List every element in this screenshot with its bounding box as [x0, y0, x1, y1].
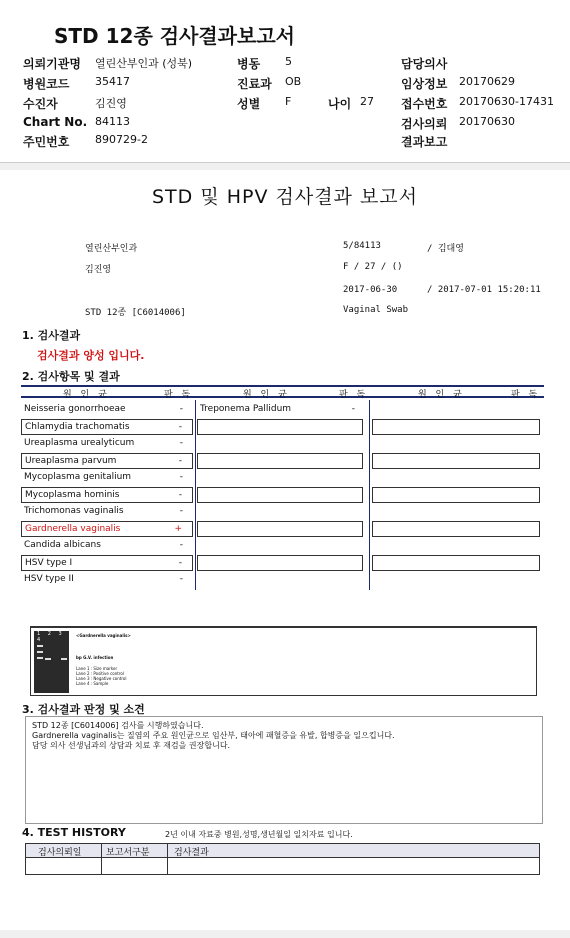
- info-patient: 김진영: [85, 265, 112, 275]
- gel-legend-3: Lane 3 : Negative control: [76, 676, 127, 681]
- pathogen-name: Trichomonas vaginalis: [24, 506, 124, 516]
- value-sex: F: [285, 95, 292, 108]
- pathogen-name: Ureaplasma parvum: [25, 456, 117, 466]
- label-receipt-no: 접수번호: [401, 97, 448, 111]
- value-chart-no: 84113: [95, 115, 130, 128]
- header-judgement-1: 판 독: [164, 390, 194, 400]
- label-resident-no: 주민번호: [23, 135, 70, 149]
- gel-lane-numbers: 1 2 3 4: [37, 631, 65, 643]
- value-department: OB: [285, 75, 302, 88]
- gel-band-label: bp G.V. infection: [76, 655, 114, 660]
- pathogen-result: -: [179, 404, 183, 414]
- label-patient: 수진자: [23, 97, 58, 111]
- empty-result-box: [197, 487, 363, 503]
- history-col-request-date: 검사의뢰일: [38, 848, 82, 858]
- header-row-5: [0, 133, 570, 151]
- empty-result-box: [372, 453, 540, 469]
- pathogen-result: -: [179, 574, 183, 584]
- pathogen-name: Ureaplasma urealyticum: [24, 438, 135, 448]
- pathogen-table-header: [21, 385, 544, 398]
- opinion-text-box: [25, 716, 543, 824]
- history-table-header: [26, 844, 539, 858]
- info-received: 2017-06-30: [343, 285, 398, 295]
- pathogen-result: -: [178, 422, 182, 432]
- pathogen-name: Neisseria gonorrhoeae: [24, 404, 126, 414]
- value-resident-no: 890729-2: [95, 133, 148, 146]
- label-doctor: 담당의사: [401, 57, 448, 71]
- value-patient: 김진영: [95, 97, 127, 110]
- column-divider-1: [195, 400, 196, 590]
- empty-result-box: [372, 555, 540, 571]
- history-divider: [101, 844, 102, 874]
- pathogen-name: Gardnerella vaginalis: [25, 524, 121, 534]
- empty-result-box: [197, 555, 363, 571]
- pathogen-result: -: [179, 438, 183, 448]
- header-title: STD 12종 검사결과보고서: [54, 24, 295, 48]
- gel-band: [45, 658, 51, 660]
- pathogen-result: -: [179, 506, 183, 516]
- pathogen-result: -: [178, 456, 182, 466]
- header-pathogen-2: 원 인 균: [243, 390, 290, 400]
- value-clinical-info: 20170629: [459, 75, 515, 88]
- opinion-line: Gardnerella vaginalis는 질염의 주요 원인균으로 임산부, 태아에 패혈증을 유발, 합병증을 일으킵니다.: [32, 731, 395, 740]
- value-request-date: 20170630: [459, 115, 515, 128]
- info-reported: / 2017-07-01 15:20:11: [427, 285, 541, 295]
- opinion-line: 담당 의사 선생님과의 상담과 치료 후 재검을 권장합니다.: [32, 741, 231, 750]
- opinion-line: STD 12종 [C6014006] 검사를 시행하였습니다.: [32, 721, 204, 730]
- pathogen-row: [21, 487, 193, 503]
- gel-electrophoresis-figure: [30, 626, 537, 696]
- report-header: [0, 0, 570, 163]
- pathogen-result: -: [351, 404, 355, 414]
- empty-result-box: [197, 419, 363, 435]
- gel-legend-1: Lane 1 : Size marker: [76, 666, 118, 671]
- gel-band: [37, 645, 43, 647]
- label-sex: 성별: [237, 97, 261, 111]
- value-clinic: 열린산부인과 (성북): [95, 57, 193, 70]
- report-title: STD 및 HPV 검사결과 보고서: [151, 186, 419, 208]
- empty-result-box: [372, 419, 540, 435]
- gel-legend-2: Lane 2 : Positive control: [76, 671, 124, 676]
- header-pathogen-1: 원 인 균: [63, 390, 110, 400]
- pathogen-name: Candida albicans: [24, 540, 101, 550]
- info-doctor: / 김대영: [427, 244, 464, 254]
- info-sex-age: F / 27 / (): [343, 262, 403, 272]
- header-row-4: [0, 115, 570, 133]
- label-clinic: 의뢰기관명: [23, 57, 81, 71]
- pathogen-result: -: [179, 540, 183, 550]
- pathogen-name: Chlamydia trachomatis: [25, 422, 130, 432]
- pathogen-row: [21, 504, 193, 520]
- header-judgement-3: 판 독: [511, 390, 541, 400]
- pathogen-row: [197, 402, 367, 418]
- report-document: [0, 170, 570, 930]
- section-1-title: 1. 검사결과: [22, 329, 81, 342]
- empty-result-box: [372, 521, 540, 537]
- label-clinical-info: 임상정보: [401, 77, 448, 91]
- pathogen-result: -: [179, 472, 183, 482]
- pathogen-row: [21, 538, 193, 554]
- gel-legend-4: Lane 4 : Sample: [76, 681, 109, 686]
- gel-band: [61, 658, 67, 660]
- label-hospital-code: 병원코드: [23, 77, 70, 91]
- pathogen-name: HSV type II: [24, 574, 74, 584]
- label-request-date: 검사의뢰: [401, 117, 448, 131]
- test-history-table: [25, 843, 540, 875]
- pathogen-name: Mycoplasma hominis: [25, 490, 120, 500]
- pathogen-row: [21, 436, 193, 452]
- label-department: 진료과: [237, 77, 272, 91]
- pathogen-row-positive: [21, 521, 193, 537]
- info-specimen: Vaginal Swab: [343, 305, 409, 315]
- label-ward: 병동: [237, 57, 261, 71]
- empty-result-box: [372, 487, 540, 503]
- pathogen-row: [21, 470, 193, 486]
- gel-image: [34, 631, 69, 693]
- info-test: STD 12종 [C6014006]: [85, 308, 186, 318]
- pathogen-row: [21, 402, 193, 418]
- pathogen-name: Treponema Pallidum: [200, 404, 292, 414]
- pathogen-row: [21, 453, 193, 469]
- pathogen-row: [21, 555, 193, 571]
- pathogen-row: [21, 419, 193, 435]
- pathogen-row: [21, 572, 193, 588]
- history-col-report-type: 보고서구분: [106, 848, 150, 858]
- pathogen-result: -: [178, 490, 182, 500]
- header-judgement-2: 판 독: [339, 390, 369, 400]
- history-col-result: 검사결과: [174, 848, 209, 858]
- value-receipt-no: 20170630-17431: [459, 95, 554, 108]
- pathogen-name: Mycoplasma genitalium: [24, 472, 132, 482]
- column-divider-2: [369, 400, 370, 590]
- pathogen-result: +: [174, 524, 182, 534]
- value-ward: 5: [285, 55, 292, 68]
- section-4-title: 4. TEST HISTORY: [22, 826, 126, 839]
- gel-band: [37, 651, 43, 653]
- section-3-title: 3. 검사결과 판정 및 소견: [22, 703, 145, 716]
- info-ward-chart: 5/84113: [343, 241, 381, 251]
- pathogen-result: -: [178, 558, 182, 568]
- label-result-report: 결과보고: [401, 135, 448, 149]
- label-age: 나이: [328, 97, 352, 111]
- pathogen-name: HSV type I: [25, 558, 73, 568]
- section-2-title: 2. 검사항목 및 결과: [22, 370, 120, 383]
- gel-title: <Gardnerella vaginalis>: [76, 633, 131, 638]
- header-row-1: [0, 55, 570, 73]
- header-row-3: [0, 95, 570, 113]
- header-row-2: [0, 75, 570, 93]
- value-hospital-code: 35417: [95, 75, 130, 88]
- info-clinic: 열린산부인과: [85, 244, 138, 254]
- empty-result-box: [197, 453, 363, 469]
- label-chart-no: Chart No.: [23, 115, 88, 129]
- empty-result-box: [197, 521, 363, 537]
- gel-band: [37, 657, 43, 659]
- value-age: 27: [360, 95, 374, 108]
- history-note: 2년 이내 자료중 병원,성명,생년월일 일치자료 입니다.: [165, 830, 353, 839]
- result-message: 검사결과 양성 입니다.: [37, 349, 145, 362]
- header-pathogen-3: 원 인 균: [418, 390, 465, 400]
- history-divider: [167, 844, 168, 874]
